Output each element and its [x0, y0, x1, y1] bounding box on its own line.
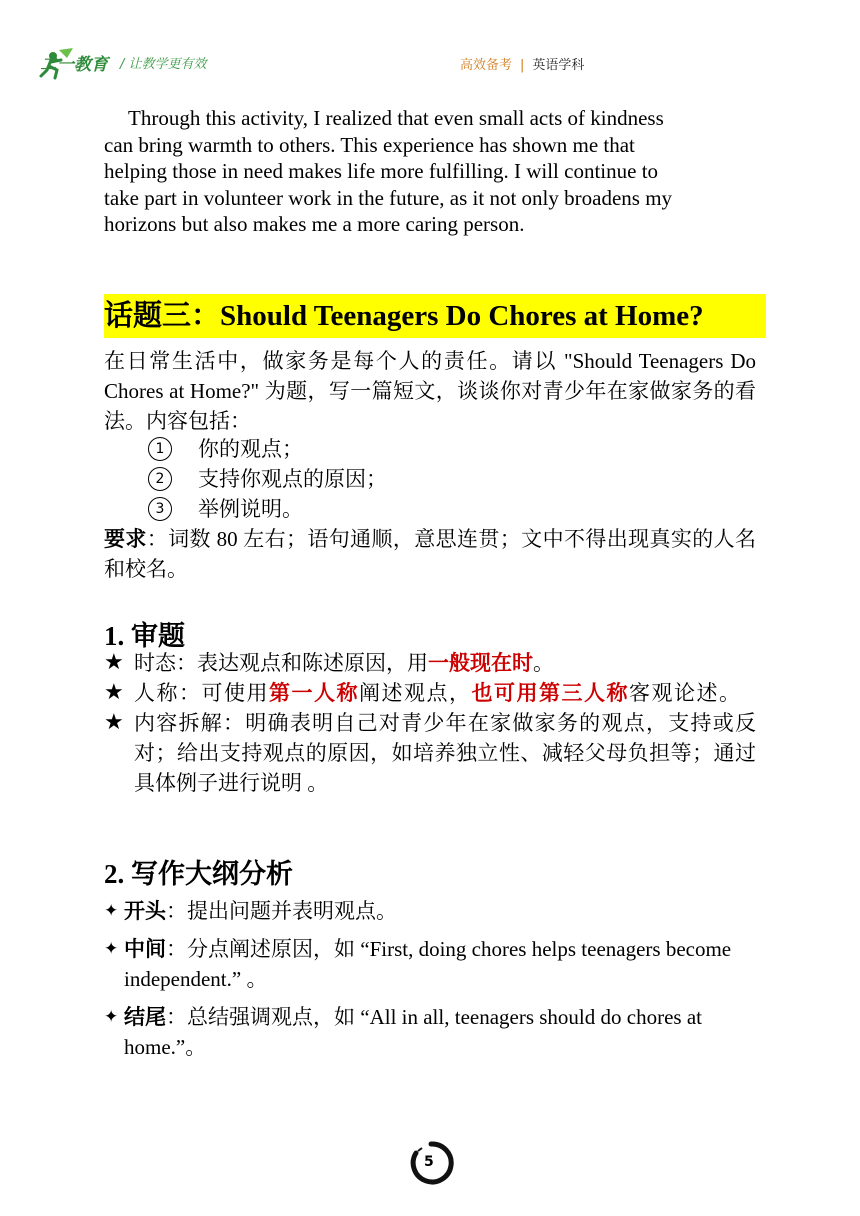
- list-item: [104, 648, 756, 678]
- para-line: can bring warmth to others. This experience has shown me that: [104, 132, 635, 157]
- highlight-red: 一般现在时: [428, 651, 533, 675]
- text-span: 时态：表达观点和陈述原因，用: [134, 651, 428, 675]
- text-span: 阐述观点，: [359, 681, 472, 705]
- section1-list: [104, 648, 756, 798]
- content-item-text: 举例说明。: [198, 497, 303, 521]
- content-item: [148, 494, 387, 524]
- closing-paragraph: [104, 105, 744, 238]
- list-item: [104, 1002, 744, 1062]
- header-separator: |: [520, 58, 525, 73]
- text-span: 。: [533, 651, 554, 675]
- circled-number: 1: [148, 437, 172, 461]
- header-right: [460, 54, 584, 73]
- list-item-text: 内容拆解：明确表明自己对青少年在家做家务的观点，支持或反对；给出支持观点的原因，如培养独立性、减轻父母负担等；通过具体例子进行说明 。: [134, 711, 756, 795]
- slogan: / 让教学更有效: [120, 57, 207, 72]
- content-item-text: 支持你观点的原因；: [198, 467, 387, 491]
- star-icon: ★: [104, 710, 124, 735]
- para-line: take part in volunteer work in the future, as it not only broadens my: [104, 185, 673, 210]
- para-line: horizons but also makes me a more caring person.: [104, 212, 525, 236]
- sparkle-icon: ✦: [104, 1007, 119, 1027]
- page-number: 5: [424, 1154, 434, 1170]
- section2-list: [104, 896, 744, 1070]
- item-text: ：总结强调观点，如 “All in all, teenagers should do chores at home.”。: [124, 1005, 702, 1059]
- topic-title-highlight: [104, 294, 766, 338]
- text-span: 人称：可使用: [134, 681, 269, 705]
- requirement: [104, 524, 756, 584]
- list-item: [104, 678, 756, 708]
- content-item-text: 你的观点；: [198, 437, 303, 461]
- header-label-a: 高效备考: [460, 58, 513, 73]
- para-line: helping those in need makes life more fulfilling. I will continue to: [104, 159, 659, 183]
- content-item: [148, 464, 387, 494]
- sparkle-icon: ✦: [104, 939, 119, 959]
- list-item: [104, 896, 744, 926]
- item-text: ：分点阐述原因，如 “First, doing chores helps teenagers become independent.” 。: [124, 937, 732, 991]
- topic-intro: 在日常生活中，做家务是每个人的责任。请以 "Should Teenagers Do Chores at Home?" 为题，写一篇短文，谈谈你对青少年在家做家务的看法。内容包括：: [104, 349, 756, 433]
- requirement-label: 要求: [104, 527, 147, 551]
- section1-heading: 1. 审题: [104, 621, 185, 651]
- content-items: [148, 434, 387, 524]
- text-span: 客观论述。: [629, 681, 742, 705]
- item-text: ：提出问题并表明观点。: [166, 899, 397, 923]
- highlight-red: 第一人称: [269, 681, 359, 705]
- item-label: 中间: [124, 937, 166, 961]
- header-label-b: 英语学科: [532, 58, 585, 73]
- star-icon: ★: [104, 650, 124, 675]
- list-item: [104, 708, 756, 798]
- para-line: Through this activity, I realized that even small acts of kindness: [128, 106, 664, 130]
- content-item: [148, 434, 387, 464]
- sparkle-icon: ✦: [104, 901, 119, 921]
- list-item: [104, 934, 744, 994]
- item-label: 结尾: [124, 1005, 166, 1029]
- requirement-text: ：词数 80 左右；语句通顺，意思连贯；文中不得出现真实的人名和校名。: [104, 527, 757, 581]
- section2-heading: 2. 写作大纲分析: [104, 859, 293, 889]
- highlight-red: 也可用第三人称: [471, 681, 629, 705]
- logo-text: 二一教育: [40, 55, 108, 75]
- topic-title: 话题三：Should Teenagers Do Chores at Home?: [104, 300, 704, 332]
- circled-number: 3: [148, 497, 172, 521]
- item-label: 开头: [124, 899, 166, 923]
- star-icon: ★: [104, 680, 124, 705]
- circled-number: 2: [148, 467, 172, 491]
